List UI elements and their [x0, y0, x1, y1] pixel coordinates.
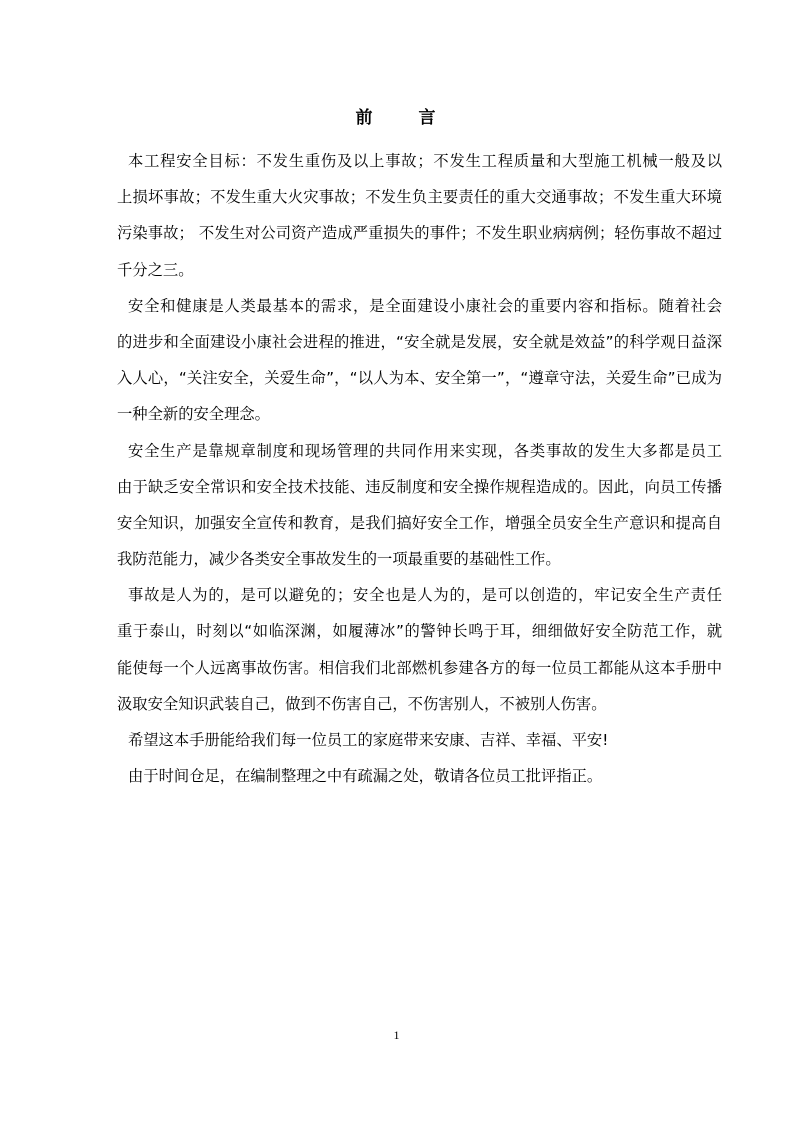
paragraph-line: 由于缺乏安全常识和安全技术技能、违反制度和安全操作规程造成的。因此，向员工传播: [117, 477, 722, 496]
paragraph-line: 一种全新的安全理念。: [117, 405, 270, 424]
paragraph: [117, 293, 722, 438]
page-title: [0, 103, 793, 128]
paragraph: [117, 763, 722, 799]
paragraph: [117, 148, 722, 293]
title-char-2: 言: [418, 108, 438, 128]
page-number: 1: [393, 1028, 400, 1042]
paragraph-line: 污染事故； 不发生对公司资产造成严重损失的事件；不发生职业病病例；轻伤事故不超过: [117, 224, 722, 243]
paragraph-line: 重于泰山，时刻以“如临深渊，如履薄冰”的警钟长鸣于耳，细细做好安全防范工作，就: [117, 622, 722, 641]
paragraph-line: 汲取安全知识武装自己，做到不伤害自己，不伤害别人，不被别人伤害。: [117, 694, 607, 713]
paragraph-line: 的进步和全面建设小康社会进程的推进，“安全就是发展，安全就是效益”的科学观日益深: [117, 332, 722, 351]
paragraph-line: 安全生产是靠规章制度和现场管理的共同作用来实现，各类事故的发生大多都是员工: [128, 441, 722, 460]
paragraph-line: 由于时间仓足，在编制整理之中有疏漏之处，敬请各位员工批评指正。: [128, 767, 603, 786]
title-char-1: 前: [355, 108, 375, 128]
paragraph-line: 我防范能力，减少各类安全事故发生的一项最重要的基础性工作。: [117, 550, 561, 569]
paragraph-line: 安全知识，加强安全宣传和教育，是我们搞好安全工作，增强全员安全生产意识和提高自: [117, 513, 722, 532]
paragraph-line: 安全和健康是人类最基本的需求，是全面建设小康社会的重要内容和指标。随着社会: [128, 296, 722, 315]
paragraph-line: 能使每一个人远离事故伤害。相信我们北部燃机参建各方的每一位员工都能从这本手册中: [117, 658, 722, 677]
paragraph-line: 本工程安全目标：不发生重伤及以上事故；不发生工程质量和大型施工机械一般及以: [128, 152, 722, 170]
paragraph-line: 千分之三。: [117, 260, 194, 279]
document-body: [117, 148, 722, 799]
paragraph-line: 上损坏事故；不发生重大火灾事故；不发生负主要责任的重大交通事故；不发生重大环境: [117, 188, 722, 207]
paragraph-line: 事故是人为的，是可以避免的；安全也是人为的，是可以创造的，牢记安全生产责任: [128, 586, 722, 605]
paragraph-line: 入人心，“关注安全，关爱生命”，“以人为本、安全第一”，“遵章守法，关爱生命”已成为: [117, 369, 722, 388]
paragraph-line: 希望这本手册能给我们每一位员工的家庭带来安康、吉祥、幸福、平安!: [128, 731, 609, 749]
paragraph: [117, 438, 722, 583]
paragraph: [117, 727, 722, 763]
paragraph: [117, 582, 722, 727]
